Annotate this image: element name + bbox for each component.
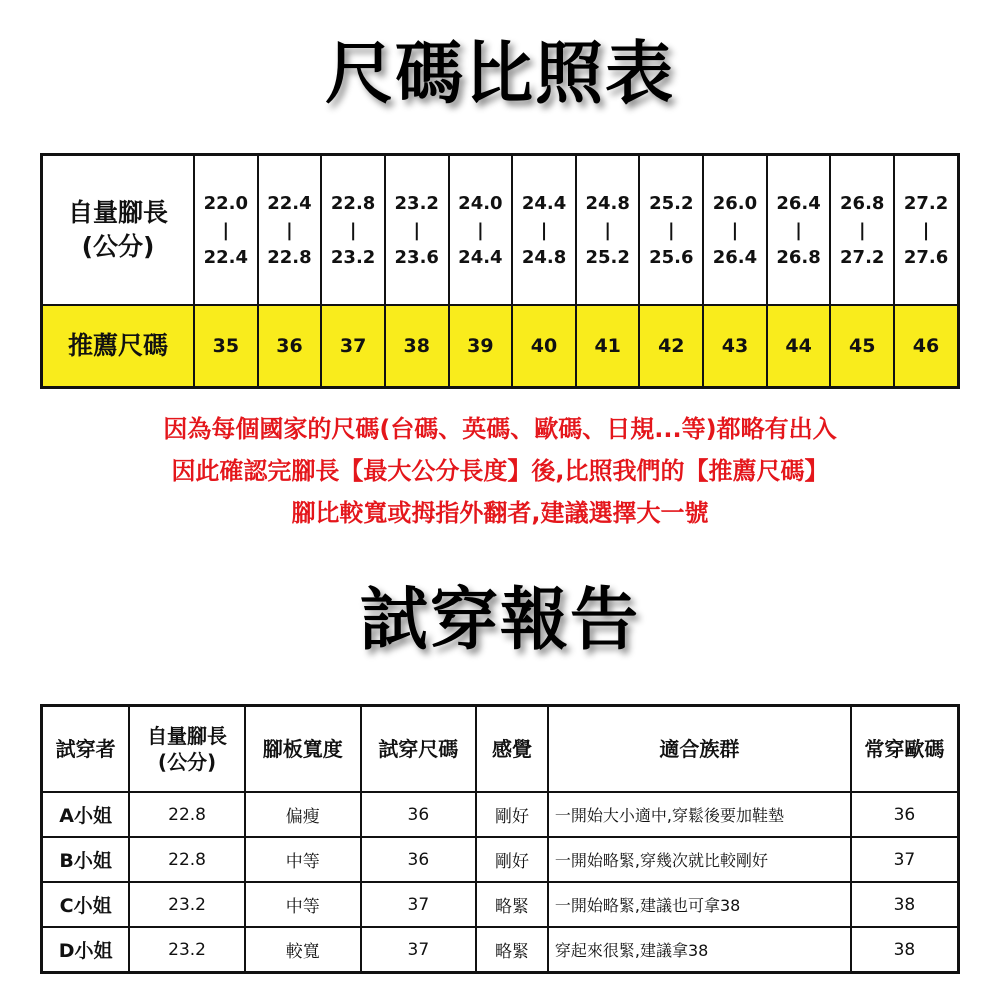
length-range-cell bbox=[385, 155, 449, 306]
range-from: 23.2 bbox=[394, 192, 439, 214]
range-separator: | bbox=[477, 219, 484, 241]
foot-length-header-label: 自量腳長 bbox=[67, 198, 168, 227]
range-to: 24.8 bbox=[521, 246, 567, 268]
foot-length-header bbox=[42, 155, 195, 306]
length-range-cell bbox=[703, 155, 767, 306]
trial-report-table bbox=[40, 704, 960, 974]
tester-header: 試穿者 bbox=[42, 706, 130, 793]
foot-length-header-unit: (公分) bbox=[157, 750, 217, 774]
range-separator: | bbox=[731, 219, 739, 241]
feel-value: 略緊 bbox=[476, 927, 548, 973]
table-row bbox=[42, 927, 959, 973]
range-to: 25.2 bbox=[585, 246, 630, 268]
recommended-size-cell: 42 bbox=[639, 305, 703, 388]
range-from: 25.2 bbox=[649, 192, 694, 214]
recommended-size-cell: 43 bbox=[703, 305, 767, 388]
range-from: 22.0 bbox=[203, 192, 249, 214]
range-separator: | bbox=[413, 219, 421, 241]
tester-name: D小姐 bbox=[42, 927, 130, 973]
foot-length-value: 22.8 bbox=[129, 792, 245, 837]
range-to: 22.8 bbox=[267, 246, 312, 268]
length-range-cell bbox=[639, 155, 703, 306]
range-to: 24.4 bbox=[458, 246, 503, 268]
range-from: 27.2 bbox=[903, 192, 949, 214]
foot-length-value: 22.8 bbox=[129, 837, 245, 882]
length-range-cell bbox=[894, 155, 958, 306]
range-to: 23.2 bbox=[330, 246, 376, 268]
fit-group-value: 一開始大小適中,穿鬆後要加鞋墊 bbox=[548, 792, 851, 837]
recommended-size-cell: 39 bbox=[449, 305, 513, 388]
recommended-size-cell: 40 bbox=[512, 305, 576, 388]
range-to: 23.6 bbox=[394, 246, 439, 268]
trial-size-value: 36 bbox=[361, 792, 477, 837]
foot-length-header bbox=[129, 706, 245, 793]
foot-length-value: 23.2 bbox=[129, 927, 245, 973]
foot-length-value: 23.2 bbox=[129, 882, 245, 927]
range-separator: | bbox=[540, 219, 548, 241]
note-line: 因此確認完腳長【最大公分長度】後,比照我們的【推薦尺碼】 bbox=[171, 457, 829, 485]
range-separator: | bbox=[286, 219, 293, 241]
table-row bbox=[42, 837, 959, 882]
length-range-cell bbox=[449, 155, 513, 306]
foot-width-value: 較寬 bbox=[245, 927, 361, 973]
feel-value: 剛好 bbox=[476, 792, 548, 837]
foot-width-value: 中等 bbox=[245, 837, 361, 882]
range-to: 27.6 bbox=[903, 246, 949, 268]
eu-size-value: 38 bbox=[851, 882, 959, 927]
range-separator: | bbox=[668, 219, 675, 241]
range-separator: | bbox=[349, 219, 357, 241]
range-from: 22.8 bbox=[330, 192, 376, 214]
range-to: 26.8 bbox=[776, 246, 821, 268]
recommended-size-cell: 37 bbox=[321, 305, 385, 388]
trial-report-title: 試穿報告 bbox=[359, 581, 640, 660]
trial-size-header: 試穿尺碼 bbox=[361, 706, 477, 793]
length-range-cell bbox=[830, 155, 894, 306]
foot-width-value: 中等 bbox=[245, 882, 361, 927]
length-range-cell bbox=[512, 155, 576, 306]
range-to: 25.6 bbox=[649, 246, 694, 268]
length-range-cell bbox=[258, 155, 322, 306]
range-from: 26.0 bbox=[712, 192, 758, 214]
size-chart-title: 尺碼比照表 bbox=[324, 35, 675, 114]
feel-header: 感覺 bbox=[476, 706, 548, 793]
recommended-size-cell: 46 bbox=[894, 305, 958, 388]
note-line: 因為每個國家的尺碼(台碼、英碼、歐碼、日規...等)都略有出入 bbox=[163, 415, 837, 443]
range-to: 26.4 bbox=[712, 246, 758, 268]
recommended-size-cell: 45 bbox=[830, 305, 894, 388]
foot-length-header-label: 自量腳長 bbox=[147, 724, 228, 748]
recommended-size-cell: 44 bbox=[767, 305, 831, 388]
sizing-notes bbox=[0, 408, 1000, 534]
range-from: 24.4 bbox=[521, 192, 567, 214]
size-chart-table bbox=[40, 153, 960, 389]
range-from: 24.8 bbox=[585, 192, 630, 214]
range-to: 27.2 bbox=[840, 246, 885, 268]
feel-value: 剛好 bbox=[476, 837, 548, 882]
foot-width-value: 偏瘦 bbox=[245, 792, 361, 837]
fit-group-value: 一開始略緊,建議也可拿38 bbox=[548, 882, 851, 927]
fit-group-value: 穿起來很緊,建議拿38 bbox=[548, 927, 851, 973]
recommended-size-cell: 36 bbox=[258, 305, 322, 388]
tester-name: A小姐 bbox=[42, 792, 130, 837]
tester-name: C小姐 bbox=[42, 882, 130, 927]
trial-size-value: 36 bbox=[361, 837, 477, 882]
table-row bbox=[42, 882, 959, 927]
eu-size-value: 36 bbox=[851, 792, 959, 837]
recommended-size-cell: 35 bbox=[194, 305, 258, 388]
fit-group-value: 一開始略緊,穿幾次就比較剛好 bbox=[548, 837, 851, 882]
range-from: 26.8 bbox=[840, 192, 885, 214]
range-separator: | bbox=[858, 219, 866, 241]
trial-size-value: 37 bbox=[361, 882, 477, 927]
range-to: 22.4 bbox=[203, 246, 249, 268]
recommended-size-row bbox=[42, 305, 959, 388]
note-line: 腳比較寬或拇指外翻者,建議選擇大一號 bbox=[291, 499, 709, 527]
length-range-cell bbox=[321, 155, 385, 306]
table-row bbox=[42, 792, 959, 837]
recommended-size-cell: 38 bbox=[385, 305, 449, 388]
range-separator: | bbox=[795, 219, 802, 241]
foot-length-row bbox=[42, 155, 959, 306]
eu-size-header: 常穿歐碼 bbox=[851, 706, 959, 793]
feel-value: 略緊 bbox=[476, 882, 548, 927]
trial-size-value: 37 bbox=[361, 927, 477, 973]
length-range-cell bbox=[194, 155, 258, 306]
length-range-cell bbox=[576, 155, 640, 306]
range-from: 22.4 bbox=[267, 192, 312, 214]
fit-group-header: 適合族群 bbox=[548, 706, 851, 793]
range-separator: | bbox=[922, 219, 930, 241]
range-separator: | bbox=[604, 219, 611, 241]
range-separator: | bbox=[222, 219, 230, 241]
eu-size-value: 37 bbox=[851, 837, 959, 882]
range-from: 24.0 bbox=[458, 192, 503, 214]
recommended-size-cell: 41 bbox=[576, 305, 640, 388]
foot-width-header: 腳板寬度 bbox=[245, 706, 361, 793]
tester-name: B小姐 bbox=[42, 837, 130, 882]
trial-header-row bbox=[42, 706, 959, 793]
recommended-size-header: 推薦尺碼 bbox=[42, 305, 195, 388]
eu-size-value: 38 bbox=[851, 927, 959, 973]
length-range-cell bbox=[767, 155, 831, 306]
foot-length-header-unit: (公分) bbox=[81, 232, 155, 261]
range-from: 26.4 bbox=[776, 192, 821, 214]
